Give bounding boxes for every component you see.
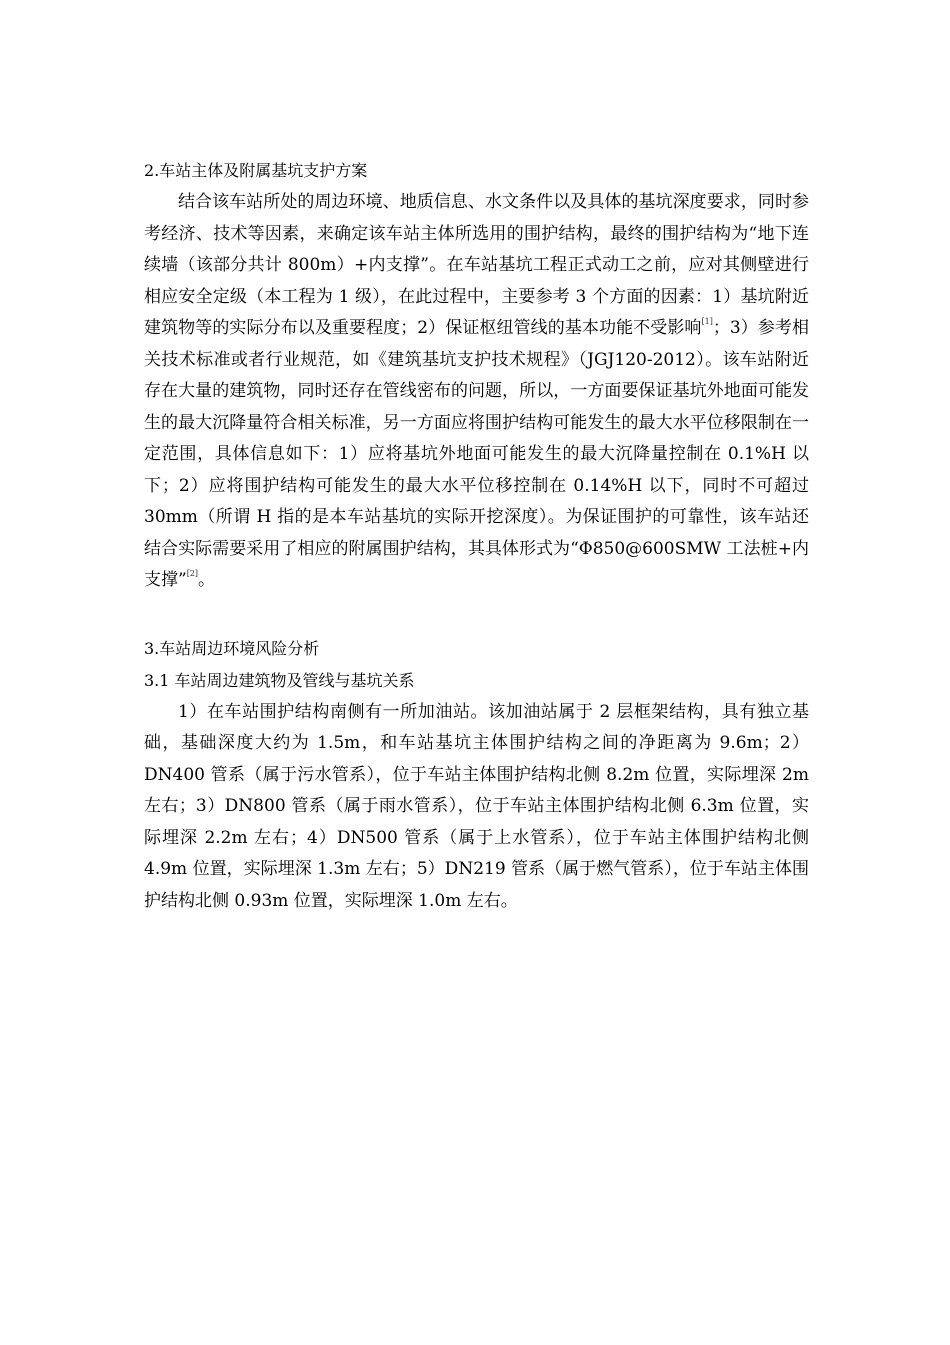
section-2-paragraph — [144, 187, 809, 597]
section-3-1-heading: 3.1 车站周边建筑物及管线与基坑关系 — [144, 670, 415, 690]
citation-1: [1] — [701, 317, 713, 326]
section-3-heading: 3.车站周边环境风险分析 — [144, 638, 320, 658]
section-3-1-paragraph: 1）在车站围护结构南侧有一所加油站。该加油站属于 2 层框架结构，具有独立基础，基础深度大约为 1.5m，和车站基坑主体围护结构之间的净距离为 9.6m；2）DN400 管系（属于污水管系），位于车站主体围护结构北侧 8.2m 位置，实际埋深 2m 左右；3）DN800 管系（属于雨水管系），位于车站主体围护结构北侧 6.3m 位置，实际埋深 2.2m 左右；4）DN500 管系（属于上水管系），位于车站主体围护结构北侧 4.9m 位置，实际埋深 1.3m 左右；5）DN219 管系（属于燃气管系），位于车站主体围护结构北侧 0.93m 位置，实际埋深 1.0m 左右。 — [144, 701, 809, 911]
section-spacer — [144, 597, 809, 633]
section-2-text-part-2: ；3）参考相关技术标准或者行业规范，如《建筑基坑支护技术规程》（JGJ120-2012）。该车站附近存在大量的建筑物，同时还存在管线密布的问题，所以，一方面要保证基坑外地面可能发生的最大沉降量符合相关标准，另一方面应将围护结构可能发生的最大水平位移限制在一定范围，具体信息如下：1）应将基坑外地面可能发生的最大沉降量控制在 0.1%H 以下；2）应将围护结构可能发生的最大水平位移控制在 0.14%H 以下，同时不可超过 30mm（所谓 H 指的是本车站基坑的实际开挖深度）。为保证围护的可靠性，该车站还结合实际需要采用了相应的附属围护结构，其具体形式为“Φ850@600SMW 工法桩+内支撑” — [144, 318, 809, 590]
section-2-text-part-3: 。 — [198, 570, 216, 590]
document-page — [144, 155, 809, 917]
section-2-heading: 2.车站主体及附属基坑支护方案 — [144, 161, 368, 180]
citation-2: [2] — [186, 569, 199, 578]
section-2-text-part-1: 结合该车站所处的周边环境、地质信息、水文条件以及具体的基坑深度要求，同时参考经济、技术等因素，来确定该车站主体所选用的围护结构，最终的围护结构为“地下连续墙（该部分共计 800m）+内支撑”。在车站基坑工程正式动工之前，应对其侧壁进行相应安全定级（本工程为 1 级），在此过程中，主要参考 3 个方面的因素：1）基坑附近建筑物等的实际分布以及重要程度；2）保证枢纽管线的基本功能不受影响 — [144, 192, 809, 338]
